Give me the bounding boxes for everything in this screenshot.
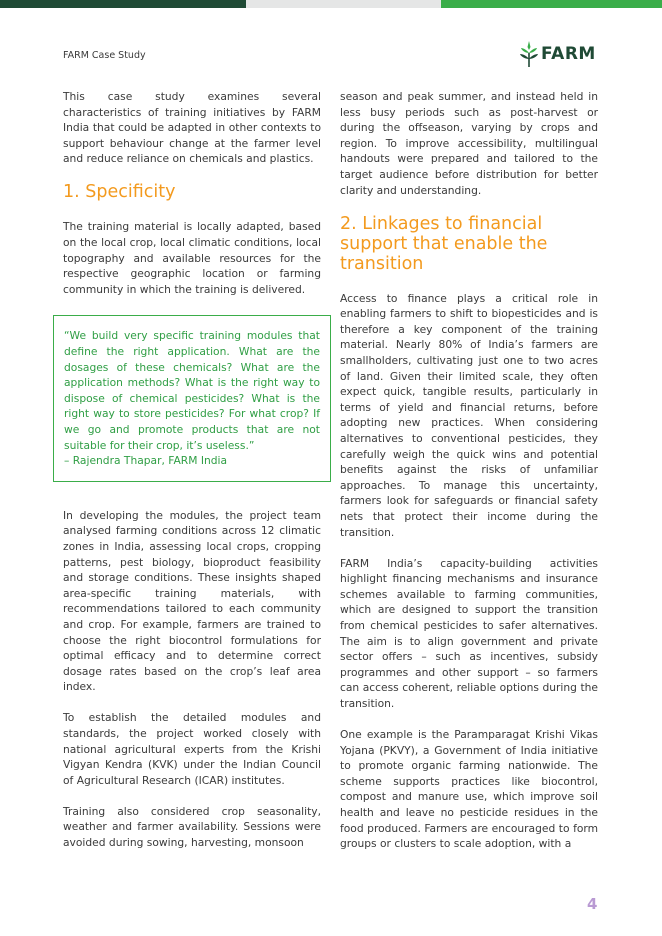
experts-paragraph: To establish the detailed modules and standards, the project worked closely with national agricultural experts from the Krishi Vigyan Kendra (KVK) under the Indian Council of Agricultural Research (ICAR) institutes. [63, 711, 321, 787]
seasonality-paragraph: Training also considered crop seasonality, weather and farmer availability. Sessions were avoided during sowing, harvesting, monsoon [63, 804, 321, 850]
quote-text: “We build very specific training modules that define the right application. What are the dosages of these chemicals? What are the application methods? What is the right way to dispose of chemical pesticides? What is the right way to store pesticides? For what crop? If we go and promote products that are not suitable for their crop, it’s useless.” [64, 329, 320, 452]
top-bar-green-segment [441, 0, 662, 8]
intro-paragraph: This case study examines several characteristics of training initiatives by FARM India that could be adapted in other contexts to support behaviour change at the farmer level and reduce reliance on chemicals and plastics. [63, 90, 321, 166]
section-1-paragraph: The training material is locally adapted, based on the local crop, local climatic conditions, local topography and available resources for the respective geographic location or farming community in which the training is delivered. [63, 220, 321, 296]
top-color-bar [0, 0, 662, 8]
page-number: 4 [587, 895, 598, 913]
left-column [63, 89, 321, 866]
quote-box [53, 315, 331, 481]
section-1-heading: 1. Specificity [63, 182, 176, 203]
quote-attribution: – Rajendra Thapar, FARM India [64, 454, 228, 468]
leaf-icon [519, 41, 539, 67]
seasonality-continued-paragraph: season and peak summer, and instead held in less busy periods such as post-harvest or during the offseason, varying by crops and region. To improve accessibility, multilingual handouts were prepared and tailored to the target audience before distribution for better clarity and understanding. [340, 90, 598, 197]
document-header-title: FARM Case Study [63, 50, 146, 61]
modules-paragraph: In developing the modules, the project team analysed farming conditions across 12 climatic zones in India, assessing local crops, cropping patterns, pest biology, bioproduct feasibility and storage conditions. These insights shaped area-specific training materials, with recommendations tailored to each community and crop. For example, farmers are trained to choose the right biocontrol formulations for optimal efficacy and to determine correct dosage rates based on the crop’s leaf area index. [63, 508, 321, 694]
finance-paragraph: Access to finance plays a critical role in enabling farmers to shift to biopesticides and is therefore a key component of the training material. Nearly 80% of India’s farmers are smallholders, cultivating just one to two acres of land. Given their limited scale, they often expect quick, tangible results, particularly in terms of yield and financial returns, before adopting new practices. When considering alternatives to conventional pesticides, they carefully weigh the quick wins and potential benefits against the risks of unfamiliar approaches. To manage this uncertainty, farmers look for safeguards or financial safety nets that protect their income during the transition. [340, 291, 598, 539]
farm-logo [519, 41, 596, 67]
top-bar-grey-segment [246, 0, 441, 8]
capacity-building-paragraph: FARM India’s capacity-building activities highlight financing mechanisms and insurance schemes available to farming communities, which are designed to support the transition from chemical pesticides to safer alternatives. The aim is to align government and private sector offers – such as incentives, subsidy programmes and other support – so farmers can access coherent, reliable options during the transition. [340, 556, 598, 710]
top-bar-dark-segment [0, 0, 246, 8]
right-column [340, 89, 598, 867]
pkvy-paragraph: One example is the Paramparagat Krishi Vikas Yojana (PKVY), a Government of India initiative to promote organic farming nationwide. The scheme supports practices like biocontrol, compost and manure use, which improve soil health and leave no pesticide residues in the food produced. Farmers are encouraged to form groups or clusters to scale adoption, with a [340, 728, 598, 851]
logo-text: FARM [541, 44, 596, 64]
section-2-heading: 2. Linkages to financial support that enable the transition [340, 213, 548, 274]
